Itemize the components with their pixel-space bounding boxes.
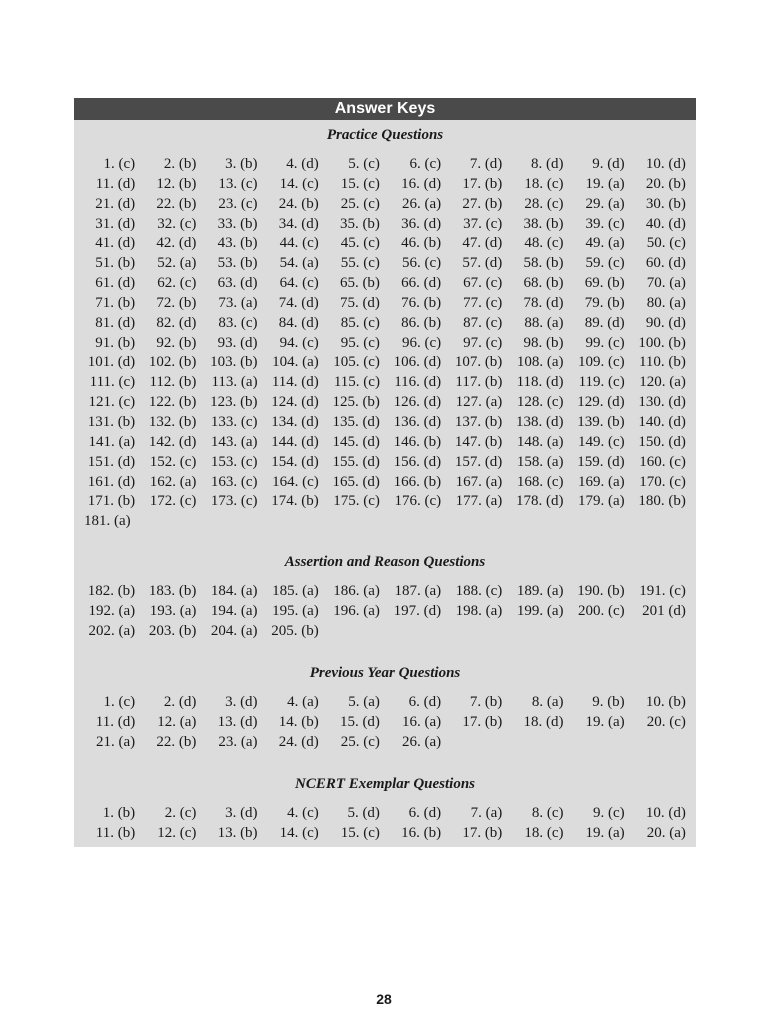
- answer-cell: 119. (c): [578, 374, 625, 391]
- answer-cell: 56. (c): [401, 255, 442, 272]
- answer-cell: 17. (b): [462, 824, 503, 841]
- answer-cell: 178. (d): [516, 493, 564, 510]
- answer-keys-header: Answer Keys: [74, 98, 696, 120]
- answer-cell: 117. (b): [455, 374, 503, 391]
- answer-cell: 161. (d): [87, 473, 136, 490]
- answer-cell: 94. (c): [279, 334, 319, 351]
- answer-cell: 14. (b): [278, 713, 319, 730]
- answer-cell: 3. (b): [225, 156, 258, 172]
- answer-cell: 9. (b): [592, 694, 625, 710]
- answer-cell: 46. (b): [401, 235, 442, 252]
- answer-cell: 107. (b): [454, 354, 503, 371]
- answer-cell: 50. (c): [646, 235, 686, 252]
- answer-cell: 168. (c): [516, 473, 564, 490]
- answer-cell: 128. (c): [516, 394, 564, 411]
- answer-cell: 8. (c): [531, 805, 564, 821]
- answer-cell: 27. (b): [462, 195, 503, 212]
- section-title-practice: Practice Questions: [326, 127, 444, 143]
- answer-cell: 88. (a): [524, 314, 564, 331]
- answer-cell: 184. (a): [210, 583, 258, 599]
- answer-cell: 64. (c): [279, 275, 319, 292]
- answer-cell: 179. (a): [578, 493, 625, 510]
- answer-cell: 20. (c): [646, 713, 686, 730]
- answer-cell: 54. (a): [279, 255, 319, 272]
- answer-cell: 112. (b): [149, 374, 197, 391]
- answer-cell: 98. (b): [523, 334, 564, 351]
- answer-cell: 172. (c): [149, 493, 197, 510]
- answer-cell: 71. (b): [95, 294, 136, 311]
- answer-cell: 30. (b): [645, 195, 686, 212]
- answer-cell: 153. (c): [210, 453, 258, 470]
- answer-cell: 173. (c): [210, 493, 258, 510]
- answer-cell: 14. (c): [279, 824, 319, 841]
- answer-cell: 5. (c): [348, 156, 380, 172]
- answer-cell: 62. (c): [157, 275, 197, 292]
- answer-cell: 104. (a): [272, 354, 319, 371]
- answer-cell: 19. (a): [585, 713, 625, 730]
- answer-cell: 22. (b): [156, 733, 197, 750]
- answer-cell: 136. (d): [393, 413, 442, 430]
- answer-cell: 25. (c): [340, 733, 380, 750]
- answer-cell: 105. (c): [333, 354, 380, 371]
- answer-cell: 186. (a): [333, 583, 380, 599]
- answer-cell: 198. (a): [455, 602, 503, 619]
- answer-cell: 99. (c): [585, 334, 625, 351]
- answer-cell: 154. (d): [271, 453, 319, 470]
- answer-cell: 115. (c): [333, 374, 380, 391]
- answer-cell: 78. (d): [523, 294, 564, 311]
- answer-cell: 90. (d): [645, 314, 686, 331]
- answer-cell: 177. (a): [455, 493, 503, 510]
- answer-cell: 163. (c): [210, 473, 258, 490]
- answer-cell: 24. (b): [278, 195, 319, 212]
- answer-cell: 4. (c): [287, 805, 319, 821]
- answer-cell: 43. (b): [217, 235, 258, 252]
- answer-cell: 47. (d): [462, 235, 503, 252]
- answer-cell: 131. (b): [87, 413, 136, 430]
- answer-cell: 138. (d): [516, 413, 564, 430]
- answer-cell: 23. (a): [218, 733, 258, 750]
- answer-grid-ncert-exemplar: [74, 804, 686, 844]
- answer-cell: 92. (b): [156, 334, 197, 351]
- answer-cell: 205. (b): [271, 622, 319, 639]
- answer-cell: 147. (b): [454, 433, 503, 450]
- answer-cell: 11. (d): [95, 713, 136, 730]
- answer-cell: 20. (a): [646, 824, 686, 841]
- answer-cell: 38. (b): [523, 215, 564, 232]
- answer-cell: 11. (d): [95, 175, 136, 192]
- answer-cell: 26. (a): [401, 733, 442, 750]
- answer-cell: 10. (d): [645, 156, 686, 172]
- answer-cell: 133. (c): [210, 413, 258, 430]
- answer-cell: 68. (b): [523, 275, 564, 292]
- answer-cell: 162. (a): [149, 473, 197, 490]
- answer-cell: 16. (b): [401, 824, 442, 841]
- answer-cell: 25. (c): [340, 195, 380, 212]
- answer-cell: 21. (d): [95, 195, 136, 212]
- answer-cell: 11. (b): [95, 824, 136, 841]
- answer-grid-assertion-reason: [74, 582, 686, 642]
- answer-cell: 194. (a): [210, 602, 258, 619]
- answer-cell: 87. (c): [463, 314, 503, 331]
- answer-cell: 108. (a): [516, 354, 564, 371]
- section-title-previous-year: Previous Year Questions: [309, 665, 461, 681]
- answer-cell: 84. (d): [278, 314, 319, 331]
- answer-cell: 73. (a): [218, 294, 258, 311]
- answer-cell: 192. (a): [88, 602, 136, 619]
- answer-cell: 202. (a): [88, 622, 136, 639]
- answer-cell: 8. (d): [531, 156, 564, 172]
- answer-cell: 132. (b): [148, 413, 197, 430]
- answer-cell: 103. (b): [210, 354, 258, 371]
- answer-cell: 80. (a): [646, 294, 686, 311]
- answer-cell: 164. (c): [272, 473, 319, 490]
- answer-cell: 140. (d): [638, 413, 686, 430]
- answer-cell: 180. (b): [638, 493, 686, 510]
- answer-cell: 118. (d): [516, 374, 564, 391]
- answer-cell: 13. (d): [217, 713, 258, 730]
- answer-cell: 3. (d): [225, 805, 258, 821]
- answer-cell: 36. (d): [401, 215, 442, 232]
- answer-cell: 83. (c): [218, 314, 258, 331]
- answer-cell: 9. (c): [593, 805, 625, 821]
- answer-cell: 142. (d): [148, 433, 197, 450]
- answer-cell: 2. (c): [164, 805, 197, 821]
- answer-cell: 20. (b): [645, 175, 686, 192]
- answer-cell: 76. (b): [401, 294, 442, 311]
- answer-cell: 45. (c): [340, 235, 380, 252]
- answer-cell: 125. (b): [332, 394, 380, 411]
- answer-cell: 1. (c): [103, 156, 136, 172]
- answer-grid-previous-year: [74, 693, 686, 753]
- answer-cell: 12. (c): [157, 824, 197, 841]
- answer-cell: 35. (b): [339, 215, 380, 232]
- answer-cell: 32. (c): [157, 215, 197, 232]
- answer-cell: 57. (d): [462, 255, 503, 272]
- answer-cell: 17. (b): [462, 175, 503, 192]
- answer-cell: 44. (c): [279, 235, 319, 252]
- answer-cell: 121. (c): [88, 394, 136, 411]
- answer-cell: 200. (c): [578, 602, 625, 619]
- answer-cell: 127. (a): [455, 394, 503, 411]
- answer-cell: 86. (b): [401, 314, 442, 331]
- answer-cell: 189. (a): [516, 583, 564, 599]
- answer-cell: 16. (d): [401, 175, 442, 192]
- answer-cell: 137. (b): [454, 413, 503, 430]
- answer-cell: 48. (c): [524, 235, 564, 252]
- answer-cell: 82. (d): [156, 314, 197, 331]
- answer-cell: 66. (d): [401, 275, 442, 292]
- answer-cell: 100. (b): [638, 334, 686, 351]
- answer-cell: 102. (b): [148, 354, 197, 371]
- answer-cell: 24. (d): [278, 733, 319, 750]
- answer-cell: 15. (c): [340, 175, 380, 192]
- answer-cell: 37. (c): [463, 215, 503, 232]
- answer-cell: 195. (a): [272, 602, 319, 619]
- answer-cell: 21. (a): [96, 733, 136, 750]
- answer-cell: 109. (c): [578, 354, 625, 371]
- answer-cell: 6. (c): [409, 156, 442, 172]
- answer-cell: 7. (d): [469, 156, 503, 172]
- answer-cell: 19. (a): [585, 175, 625, 192]
- answer-cell: 6. (d): [408, 805, 442, 821]
- answer-cell: 12. (a): [157, 713, 197, 730]
- answer-cell: 167. (a): [455, 473, 503, 490]
- answer-cell: 4. (d): [286, 156, 319, 172]
- answer-cell: 5. (a): [348, 694, 380, 710]
- answer-cell: 55. (c): [340, 255, 380, 272]
- answer-cell: 193. (a): [149, 602, 197, 619]
- answer-cell: 39. (c): [585, 215, 625, 232]
- answer-cell: 158. (a): [516, 453, 564, 470]
- answer-cell: 18. (c): [524, 175, 564, 192]
- answer-cell: 72. (b): [156, 294, 197, 311]
- answer-cell: 183. (b): [148, 583, 197, 599]
- answer-cell: 2. (b): [163, 156, 197, 172]
- section-title-ncert-exemplar: NCERT Exemplar Questions: [294, 776, 476, 792]
- answer-cell: 89. (d): [584, 314, 625, 331]
- answer-cell: 148. (a): [516, 433, 564, 450]
- answer-cell: 101. (d): [87, 354, 136, 371]
- answer-cell: 182. (b): [87, 583, 136, 599]
- answer-cell: 152. (c): [149, 453, 197, 470]
- answer-cell: 141. (a): [88, 433, 136, 450]
- answer-cell: 7. (b): [469, 694, 503, 710]
- answer-cell: 16. (a): [401, 713, 442, 730]
- answer-cell: 34. (d): [278, 215, 319, 232]
- answer-cell: 22. (b): [156, 195, 197, 212]
- answer-cell: 156. (d): [393, 453, 442, 470]
- answer-cell: 61. (d): [95, 275, 136, 292]
- answer-cell: 201 (d): [642, 602, 686, 619]
- answer-cell: 165. (d): [332, 473, 380, 490]
- answer-cell: 170. (c): [639, 473, 686, 490]
- answer-cell: 123. (b): [210, 394, 258, 411]
- answer-cell: 51. (b): [95, 255, 136, 272]
- answer-cell: 59. (c): [585, 255, 625, 272]
- answer-cell: 60. (d): [645, 255, 686, 272]
- answer-cell: 129. (d): [577, 394, 625, 411]
- answer-cell: 19. (a): [585, 824, 625, 841]
- answer-cell: 6. (d): [408, 694, 442, 710]
- answer-cell: 197. (d): [393, 602, 442, 619]
- answer-cell: 77. (c): [463, 294, 503, 311]
- answer-cell: 9. (d): [592, 156, 625, 172]
- answer-cell: 52. (a): [157, 255, 197, 272]
- answer-cell: 12. (b): [156, 175, 197, 192]
- answer-cell: 74. (d): [278, 294, 319, 311]
- answer-cell: 67. (c): [463, 275, 503, 292]
- answer-cell: 79. (b): [584, 294, 625, 311]
- answer-cell: 93. (d): [217, 334, 258, 351]
- answer-cell: 151. (d): [87, 453, 136, 470]
- answer-cell: 204. (a): [210, 622, 258, 639]
- answer-cell: 160. (c): [639, 453, 686, 470]
- answer-cell: 53. (b): [217, 255, 258, 272]
- answer-cell: 181. (a): [84, 513, 131, 530]
- answer-cell: 113. (a): [211, 374, 258, 391]
- answer-cell: 188. (c): [455, 583, 503, 599]
- answer-cell: 135. (d): [332, 413, 380, 430]
- answer-cell: 134. (d): [271, 413, 319, 430]
- answer-cell: 7. (a): [470, 805, 503, 821]
- answer-cell: 159. (d): [577, 453, 625, 470]
- answer-cell: 157. (d): [454, 453, 503, 470]
- answer-cell: 155. (d): [332, 453, 380, 470]
- answer-grid-practice: [74, 155, 686, 532]
- answer-cell: 143. (a): [210, 433, 258, 450]
- answer-cell: 196. (a): [333, 602, 380, 619]
- answer-cell: 42. (d): [156, 235, 197, 252]
- answer-cell: 91. (b): [95, 334, 136, 351]
- page-number: 28: [376, 991, 392, 1007]
- answer-cell: 75. (d): [339, 294, 380, 311]
- answer-cell: 14. (c): [279, 175, 319, 192]
- answer-cell: 120. (a): [639, 374, 686, 391]
- section-title-assertion-reason: Assertion and Reason Questions: [284, 554, 486, 570]
- answer-cell: 106. (d): [393, 354, 442, 371]
- answer-cell: 191. (c): [639, 583, 686, 599]
- answer-cell: 15. (d): [339, 713, 380, 730]
- answer-cell: 166. (b): [393, 473, 442, 490]
- answer-cell: 33. (b): [217, 215, 258, 232]
- answer-cell: 116. (d): [394, 374, 442, 391]
- answer-cell: 13. (b): [217, 824, 258, 841]
- answer-cell: 10. (d): [645, 805, 686, 821]
- answer-cell: 81. (d): [95, 314, 136, 331]
- answer-cell: 185. (a): [272, 583, 319, 599]
- answer-cell: 41. (d): [95, 235, 136, 252]
- answer-cell: 58. (b): [523, 255, 564, 272]
- answer-cell: 146. (b): [393, 433, 442, 450]
- answer-cell: 17. (b): [462, 713, 503, 730]
- answer-cell: 130. (d): [638, 394, 686, 411]
- answer-cell: 3. (d): [225, 694, 258, 710]
- answer-cell: 49. (a): [585, 235, 625, 252]
- answer-cell: 70. (a): [646, 275, 686, 292]
- answer-cell: 10. (b): [645, 694, 686, 710]
- answer-cell: 174. (b): [271, 493, 319, 510]
- answer-cell: 149. (c): [578, 433, 625, 450]
- answer-cell: 18. (d): [523, 713, 564, 730]
- answer-cell: 63. (d): [217, 275, 258, 292]
- answer-cell: 97. (c): [463, 334, 503, 351]
- answer-cell: 114. (d): [271, 374, 319, 391]
- answer-cell: 29. (a): [585, 195, 625, 212]
- answer-cell: 95. (c): [340, 334, 380, 351]
- answer-cell: 171. (b): [87, 493, 136, 510]
- answer-cell: 126. (d): [393, 394, 442, 411]
- answer-cell: 26. (a): [401, 195, 442, 212]
- answer-cell: 69. (b): [584, 275, 625, 292]
- answer-keys-box: [74, 98, 696, 847]
- answer-cell: 15. (c): [340, 824, 380, 841]
- answer-cell: 1. (c): [103, 694, 136, 710]
- answer-cell: 28. (c): [524, 195, 564, 212]
- answer-cell: 150. (d): [638, 433, 686, 450]
- answer-cell: 13. (c): [218, 175, 258, 192]
- answer-cell: 199. (a): [516, 602, 564, 619]
- answer-cell: 111. (c): [89, 374, 136, 391]
- answer-cell: 122. (b): [148, 394, 197, 411]
- answer-cell: 18. (c): [524, 824, 564, 841]
- answer-cell: 40. (d): [645, 215, 686, 232]
- answer-cell: 190. (b): [577, 583, 625, 599]
- answer-cell: 110. (b): [638, 354, 686, 371]
- answer-cell: 176. (c): [394, 493, 442, 510]
- answer-cell: 8. (a): [531, 694, 564, 710]
- answer-cell: 65. (b): [339, 275, 380, 292]
- answer-cell: 145. (d): [332, 433, 380, 450]
- answer-cell: 1. (b): [102, 805, 136, 821]
- answer-cell: 139. (b): [577, 413, 625, 430]
- answer-cell: 187. (a): [394, 583, 442, 599]
- answer-cell: 23. (c): [218, 195, 258, 212]
- answer-cell: 96. (c): [401, 334, 442, 351]
- answer-cell: 31. (d): [95, 215, 136, 232]
- answer-cell: 4. (a): [287, 694, 319, 710]
- answer-cell: 144. (d): [271, 433, 319, 450]
- answer-cell: 203. (b): [148, 622, 197, 639]
- answer-cell: 169. (a): [578, 473, 625, 490]
- answer-cell: 175. (c): [333, 493, 380, 510]
- answer-cell: 5. (d): [347, 805, 380, 821]
- answer-cell: 124. (d): [271, 394, 319, 411]
- answer-cell: 85. (c): [340, 314, 380, 331]
- answer-cell: 2. (d): [163, 694, 197, 710]
